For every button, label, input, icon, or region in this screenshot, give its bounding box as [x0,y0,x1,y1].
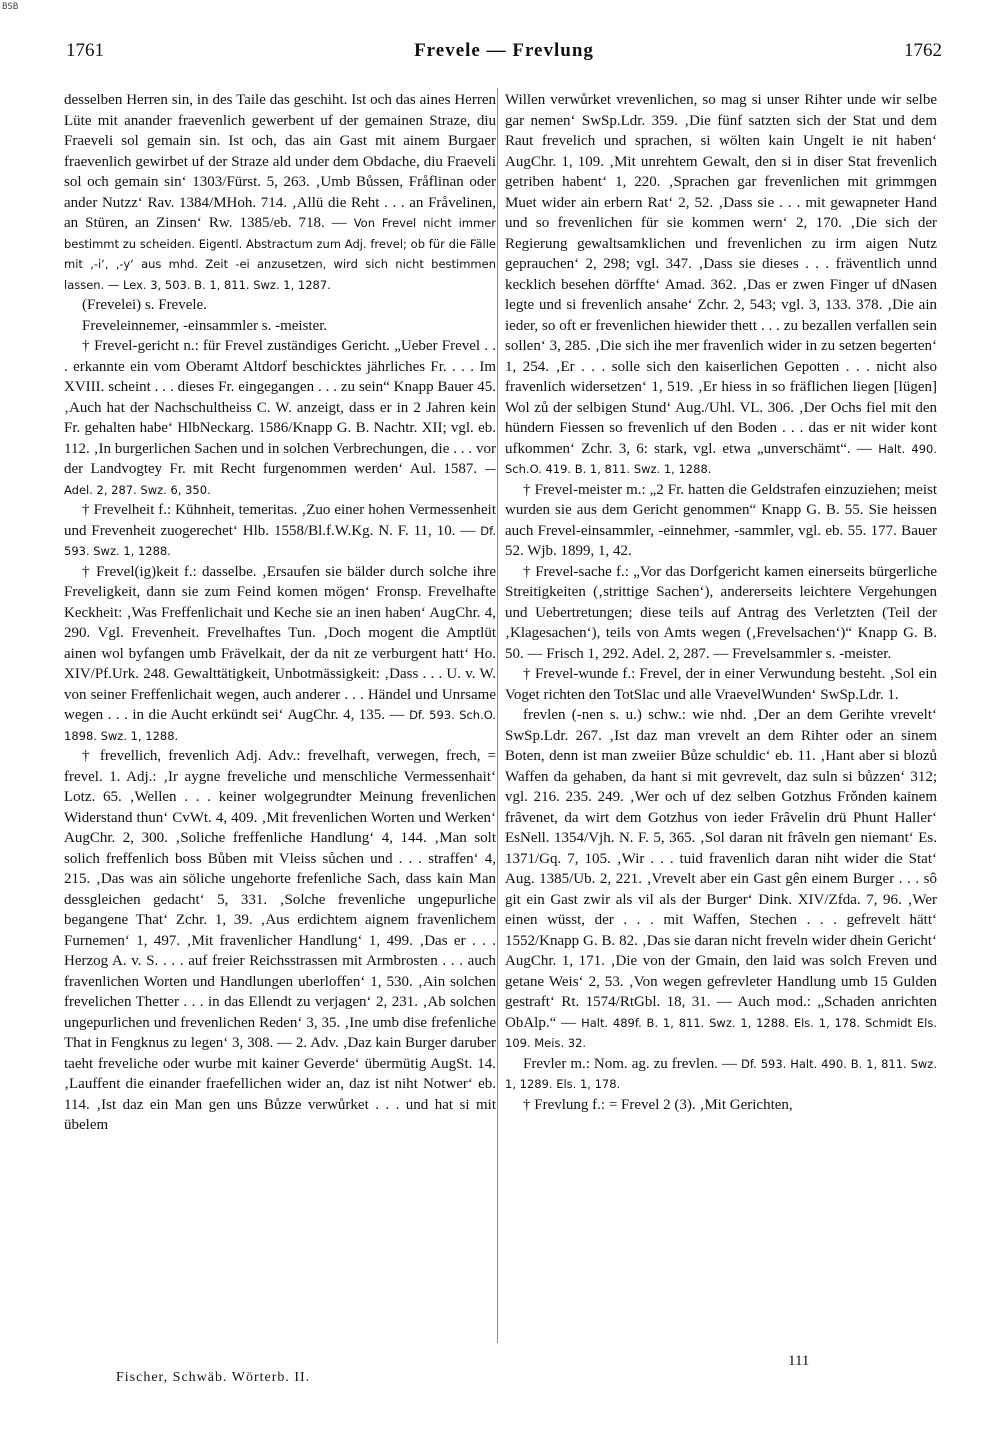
entry-note: Df. 593. Swz. 1, 1288. [64,523,496,558]
sheet-number: 111 [788,1353,810,1369]
entry-note: Von Frevel nicht immer bestimmt zu scheiden. Eigentl. Abstractum zum Adj. frevel; ob für die Fälle mit ‚-i‘, ‚-y‘ aus mhd. Zeit -ei anzusetzen, wird sich nicht bestimmen lassen. — Lex. 3, 503. B. 1, 811. Swz. 1, 1287. [64,216,496,292]
left-column [64,90,496,1352]
running-header [66,40,942,66]
entry-note: Halt. 490. Sch.O. 419. B. 1, 811. Swz. 1, 1288. [505,441,937,476]
entry-note: — Adel. 2, 287. Swz. 6, 350. [64,462,496,497]
entry-text: † Frevel(ig)keit f.: dasselbe. ‚Ersaufen sie bälder durch solche ihre Freveligkeit, dann sie zum Feind komen mögen‘ Fronsp. Frevelhafte Keckheit: ‚Was Freffenlichait und Keche sie an inen haben‘ AugChr. 4, 290. Vgl. Frevenheit. Frevelhaftes Tun. ‚Doch mogent die Amptlüt ainen wol byfangen umb Frävelkait, der da nit ze verburgent hatt‘ Ho. XIV/Pf.Urk. 248. Gewalttätigkeit, Unbotmässigkeit: ‚Dass . . . U. v. W. von seiner Freffenlichait wegen, auch anderer . . . Händel und Unrsame wegen . . . in die Aucht erkündt sei‘ AugChr. 4, 135. — [64,563,496,723]
printer-signature: Fischer, Schwäb. Wörterb. II. [116,1370,311,1385]
entry-frevel-sache: † Frevel-sache f.: „Vor das Dorfgericht kamen einerseits bürgerliche Streitigkeiten (‚strittige Sachen‘), andererseits leichtere Vergehungen und Uebertretungen; diese teils auf Antrag des Verletzten (Teil der ‚Klagesachen‘), teils von Amts wegen (‚Frevelsachen‘)“ Knapp G. B. 50. — Frisch 1, 292. Adel. 2, 287. — Frevelsammler s. -meister. [505,563,937,662]
entry-frevler [505,1054,937,1095]
column-divider [497,88,498,1343]
entry-text: desselben Herren sin, in des Taile das geschiht. Ist och das aines Herren Lüte mit anander fraevenlich gewerbent uf der gemainen Straze, diu Fraeveli sol gemain sin. Ist och, das ain Gast mit ainem Burgaer fraevenlich gewirbet uf der Straze ald under dem Obdache, diu Fraeveli sol och gemain sin‘ 1303/Fürst. 5, 263. ‚Umb Bůssen, Fråflinan oder ander Nutzz‘ Rav. 1384/MHoh. 714. ‚Allü die Reht . . . an Fråvelinen, an Stüren, an Zinsen‘ Rw. 1385/eb. 718. — [64,92,496,231]
entry-continuation [505,90,937,480]
page-number-right: 1762 [904,40,942,61]
entry-frevlung: † Frevlung f.: = Frevel 2 (3). ‚Mit Gerichten, [523,1096,793,1113]
entry-frevel-gericht [64,336,496,500]
entry-note: Halt. 489f. B. 1, 811. Swz. 1, 1288. Els. 1, 178. Schmidt Els. 109. Meis. 32. [505,1015,937,1050]
entry-text: † Frevelheit f.: Kühnheit, temeritas. ‚Zuo einer hohen Vermessenheit und Frevenheit zuogerechet‘ Hlb. 1558/Bl.f.W.Kg. N. F. 11, 10. — [64,502,496,539]
library-stamp: BSB [2,2,19,12]
entry-frevel-wunde: † Frevel-wunde f.: Frevel, der in einer Verwundung besteht. ‚Sol ein Voget richten den TotSlac und alle VraevelWunden‘ SwSp.Ldr. 1. [505,666,937,703]
entry-frevelheit [64,500,496,562]
page-number-left: 1761 [66,40,104,61]
entry-frevelei: (Frevelei) s. Frevele. [82,297,207,313]
entry-frevelkeit [64,562,496,747]
entry-text: Willen verwůrket vrevenlichen, so mag si unser Rihter unde wir selbe gar nemen‘ SwSp.Ldr. 359. ‚Die fünf satzten sich der Stat und dem Raut frevelich und sprachen, si wölten kain Ungelt ie nit haben‘ AugChr. 1, 109. ‚Mit unrehtem Gewalt, den si in diser Stat frevenlich getriben habent‘ 1, 220. ‚Sprachen gar frevenlichen mit grimmgen Muet wider ain erbern Rat‘ 2, 52. ‚Dass sie . . . mit gewapneter Hand und so frevenlichen für sie kommen wern‘ 2, 170. ‚Die sich der Regierung gewaltsamklichen und frevenlichen zu irm aigen Nutz geprauchen‘ 2, 298; vgl. 347. ‚Dass sie dieses . . . fräventlich unnd kecklich besehen dörffte‘ Amad. 362. ‚Das er zwen Finger uf dNasen legte und si frevenlich ansahe‘ Zchr. 2, 543; vgl. 3, 133. 378. ‚Die ain ieder, so oft er frevenlichen hiewider thett . . . zu bezallen verfallen sein sollen‘ 3, 285. ‚Die sich ihe mer fravenlich wider in zu setzen begerten‘ 1, 254. ‚Er . . . solle sich den kaiserlichen Gepotten . . . nicht also fravenlich widersetzen‘ 1, 519. ‚Er hiess in so fräflichen liegen [lügen] Wol zů der selbigen Stund‘ Aug./Uhl. VL. 306. ‚Der Ochs fiel mit den hündern Fiessen so frevenlich uf den Boden . . . das er nit wider kont ufkommen‘ Zchr. 3, 6: stark, vgl. etwa „unverschämt“. — [505,92,937,457]
entry-note: Df. 593. Halt. 490. B. 1, 811. Swz. 1, 1289. Els. 1, 178. [505,1056,937,1091]
entry-frevel-meister: † Frevel-meister m.: „2 Fr. hatten die Geldstrafen einzuziehen; meist wurden sie aus dem Gericht genommen“ Knapp G. B. 55. Sie heissen auch Frevel-einsammler, -einnehmer, -sammler, vgl. eb. 55. 177. Bauer 52. Wjb. 1899, 1, 42. [505,481,937,559]
entry-text: frevlen (-nen s. u.) schw.: wie nhd. ‚Der an dem Gerihte vrevelt‘ SwSp.Ldr. 267. ‚Ist daz man vrevelt an dem Rihter oder an sinem Boten, denn ist man zweiier Bůze schuldic‘ eb. 11. ‚Hant aber si blozů Waffen da gehaben, da hant si mit gevrevelt, daz suln si bůzzen‘ 312; vgl. 216. 235. 249. ‚Wer och uf dez selben Gotzhus Frǒnden kainem frȃvenet, da wirt dem Gotzhus von ieder Frȃvelin drü Phunt Haller‘ EsNell. 1354/Vjh. N. F. 5, 365. ‚Sol daran nit frȃveln gen niemant‘ Es. 1371/Gq. 7, 105. ‚Wir . . . tuid fravenlich daran niht wider die Stat‘ Aug. 1385/Ub. 2, 221. ‚Vrevelt aber ein Gast gên einem Burger . . . sô git ein Gast zwir als vil als der Burger‘ Dink. XIV/Zfda. 7, 96. ‚Wer einen wüsst, der . . . mit Waffen, Stechen . . . gefrevelt hätt‘ 1552/Knapp G. B. 82. ‚Das sie daran nicht freveln wider dhein Gericht‘ AugChr. 1, 171. ‚Die von der Gmain, den laid was solch Freven und getane Weis‘ 2, 53. ‚Von wegen gefrevleter Handlung umb 15 Gulden gestraft‘ Rt. 1574/RtGbl. 18, 31. — Auch mod.: „Schaden anrichten ObAlp.“ — [505,707,937,1031]
right-column [505,90,937,1333]
entry-continuation [64,90,496,295]
entry-note: Df. 593. Sch.O. 1898. Swz. 1, 1288. [64,708,496,743]
header-title: Frevele — Frevlung [414,40,594,61]
entry-freveleinnemer: Freveleinnemer, -einsammler s. -meister. [82,317,328,334]
entry-frevellich: † frevellich, frevenlich Adj. Adv.: frevelhaft, verwegen, frech, = frevel. 1. Adj.: ‚Ir aygne freveliche und menschliche Vermessenhait‘ Lotz. 65. ‚Wellen . . . keiner wolgegrundter Meinung frevenlichen Widerstand thun‘ CvWt. 4, 409. ‚Mit frevenlichen Worten und Werken‘ AugChr. 2, 300. ‚Soliche freffenliche Handlung‘ 4, 144. ‚Man solt solich freffenlich boss Bůben mit Vleiss sůchen und . . . straffen‘ 4, 215. ‚Das was ain söliche ungehorte frefenliche Sach, dass kain Man dessgleichen gedacht‘ 5, 331. ‚Solche frevenliche ungepurliche begangene That‘ Zchr. 1, 39. ‚Aus erdichtem aignem fravenlichem Furnemen‘ 1, 497. ‚Mit fravenlicher Handlung‘ 1, 499. ‚Das er . . . Herzog A. v. S. . . . auf freier Reichsstrassen mit Armbrosten . . . auch fravenlichen Worten und Handlungen uberloffen‘ 1, 530. ‚Ain solchen frevelichen Thetter . . . in das Ellendt zu verjagen‘ 2, 231. ‚Ab solchen ungepurlichen und frevenlichen Reden‘ 3, 35. ‚Ine umb dise frefenliche That in Fengknus zu legen‘ 3, 308. — 2. Adv. ‚Daz kain Burger daruber taeht freveliche oder wurbe mit kainer Geverde‘ übermütig AugSt. 14. ‚Lauffent die einander fraefellichen wider an, daz ist niht Notwer‘ eb. 114. ‚Ist daz ein Man gen uns Bůzze verwůrket . . . und hat si mit übelem [64,748,496,1133]
entry-text: Frevler m.: Nom. ag. zu frevlen. — [523,1055,738,1072]
entry-text: † Frevel-gericht n.: für Frevel zuständiges Gericht. „Ueber Frevel . . . erkannte ein vom Oberamt Altdorf beschicktes jährliches Fr. . . . Im XVIII. scheint . . . dieses Fr. eingegangen . . . zu sein“ Knapp Bauer 45. ‚Auch hat der Nachschultheiss C. W. anzeigt, dass er in 2 Jahren kein Fr. gehalten habe‘ HlbNeckarg. 1586/Knapp G. B. Nachtr. XII; vgl. eb. 112. ‚In burgerlichen Sachen und in solchen Verbrechungen, die . . . vor der Landvogtey Fr. mit Recht furgenommen werden‘ Aul. 1587. [64,338,496,477]
entry-frevlen [505,705,937,1054]
